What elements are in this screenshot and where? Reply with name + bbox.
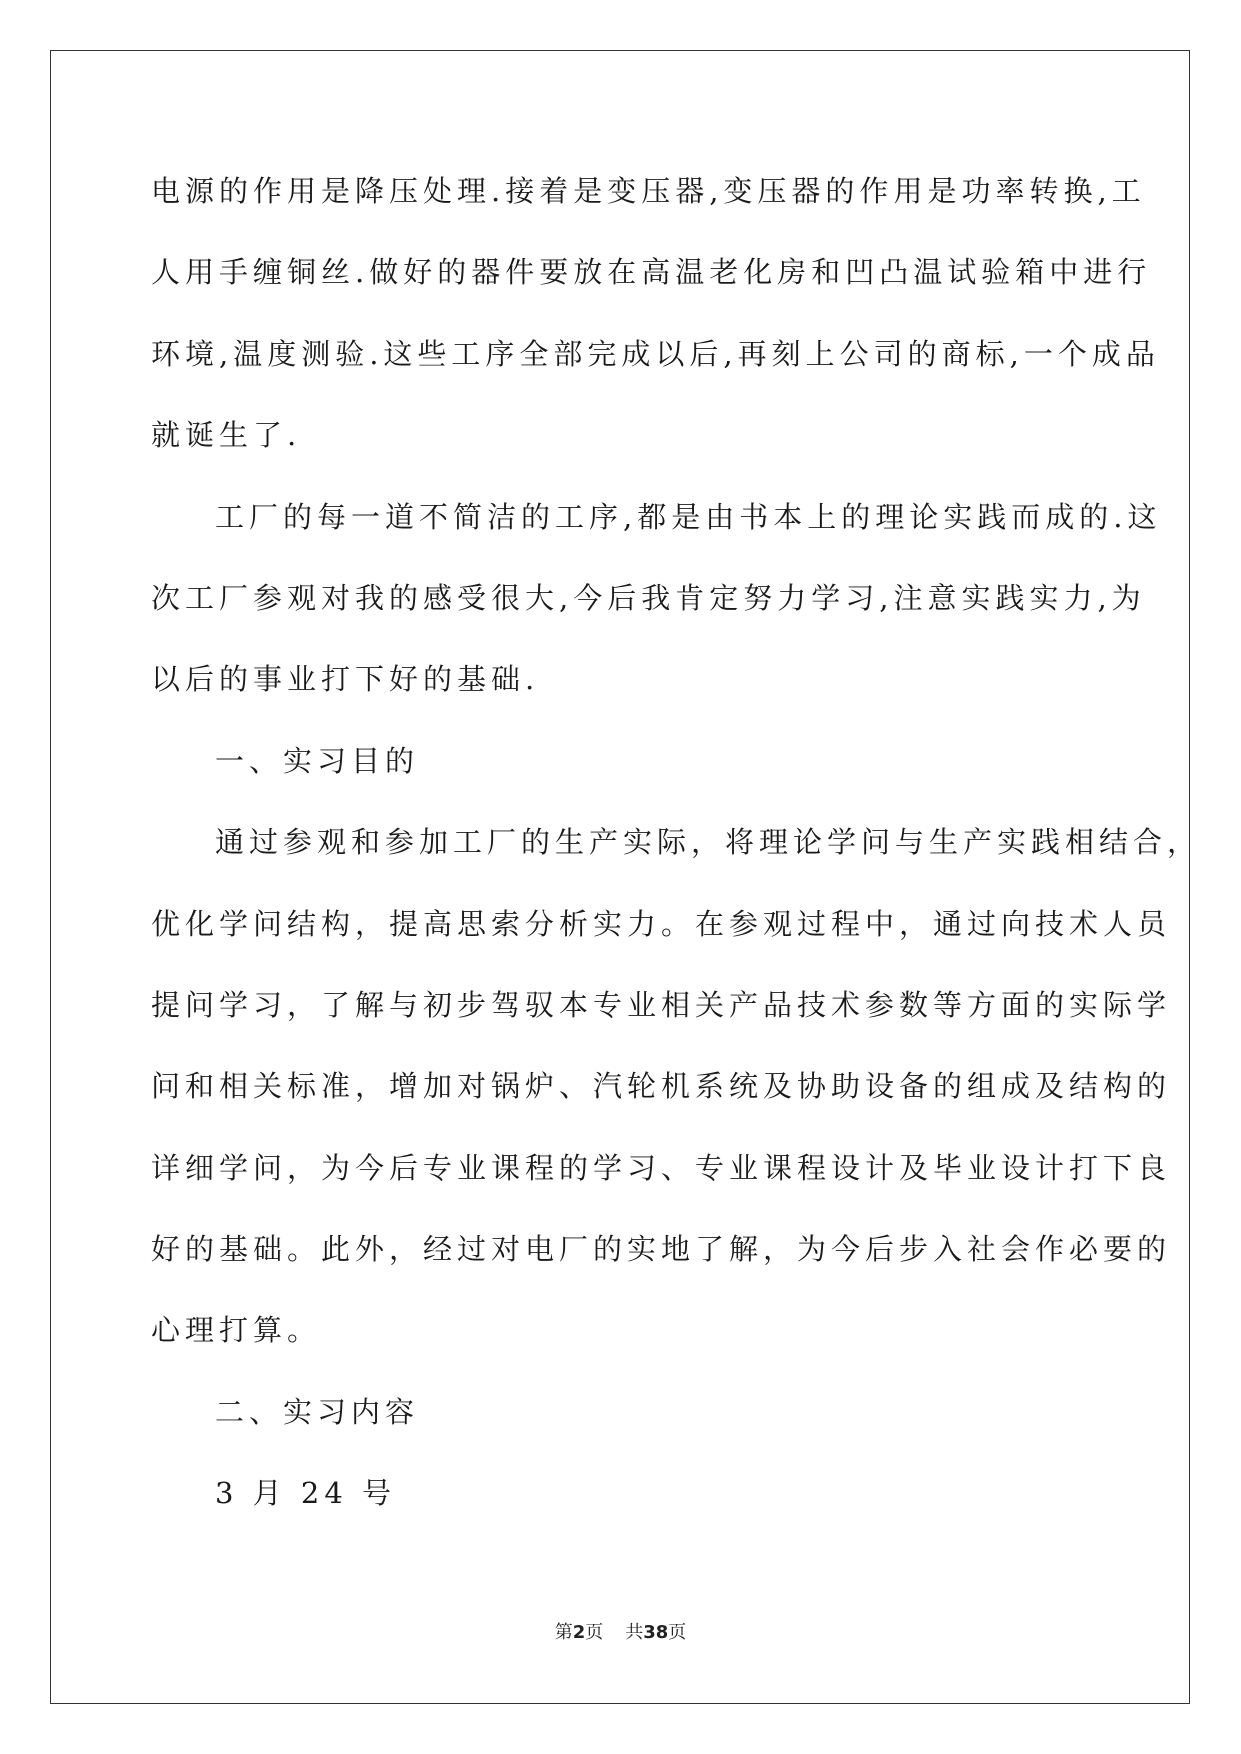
text-line: 工厂的每一道不简洁的工序,都是由书本上的理论实践而成的.这: [215, 499, 1162, 534]
current-page-number: 2: [572, 1622, 586, 1643]
date-line: 3 月 24 号: [215, 1476, 397, 1511]
text-line: 就诞生了.: [151, 418, 302, 453]
text-line: 电源的作用是降压处理.接着是变压器,变压器的作用是功率转换,工: [151, 174, 1146, 208]
text-line: 环境,温度测验.这些工序全部完成以后,再刻上公司的商标,一个成品: [151, 336, 1160, 371]
footer-page-suffix: 页: [585, 1622, 604, 1643]
footer-total-prefix: 共: [625, 1622, 644, 1643]
section-heading: 一、实习目的: [215, 743, 420, 778]
footer-total-suffix: 页: [668, 1622, 687, 1643]
text-line: 好的基础。此外，经过对电厂的实地了解，为今后步入社会作必要的: [151, 1232, 1172, 1267]
text-line: 提问学习，了解与初步驾驭本专业相关产品技术参数等方面的实际学: [151, 987, 1172, 1022]
document-body: [151, 162, 1202, 1546]
text-line: 问和相关标准，增加对锅炉、汽轮机系统及协助设备的组成及结构的: [151, 1069, 1172, 1104]
text-line: 详细学问，为今后专业课程的学习、专业课程设计及毕业设计打下良: [151, 1150, 1172, 1185]
text-line: 次工厂参观对我的感受很大,今后我肯定努力学习,注意实践实力,为: [151, 580, 1146, 615]
text-line: 优化学问结构，提高思索分析实力。在参观过程中，通过向技术人员: [151, 906, 1172, 941]
text-line: 通过参观和参加工厂的生产实际，将理论学问与生产实践相结合，: [215, 825, 1202, 860]
footer-prefix: 第: [554, 1622, 573, 1643]
total-page-count: 38: [643, 1622, 669, 1643]
page-footer: [0, 1618, 1241, 1644]
text-line: 人用手缠铜丝.做好的器件要放在高温老化房和凹凸温试验箱中进行: [151, 255, 1152, 290]
text-line: 心理打算。: [151, 1313, 322, 1348]
text-line: 以后的事业打下好的基础.: [151, 662, 540, 697]
section-heading: 二、实习内容: [215, 1394, 420, 1429]
